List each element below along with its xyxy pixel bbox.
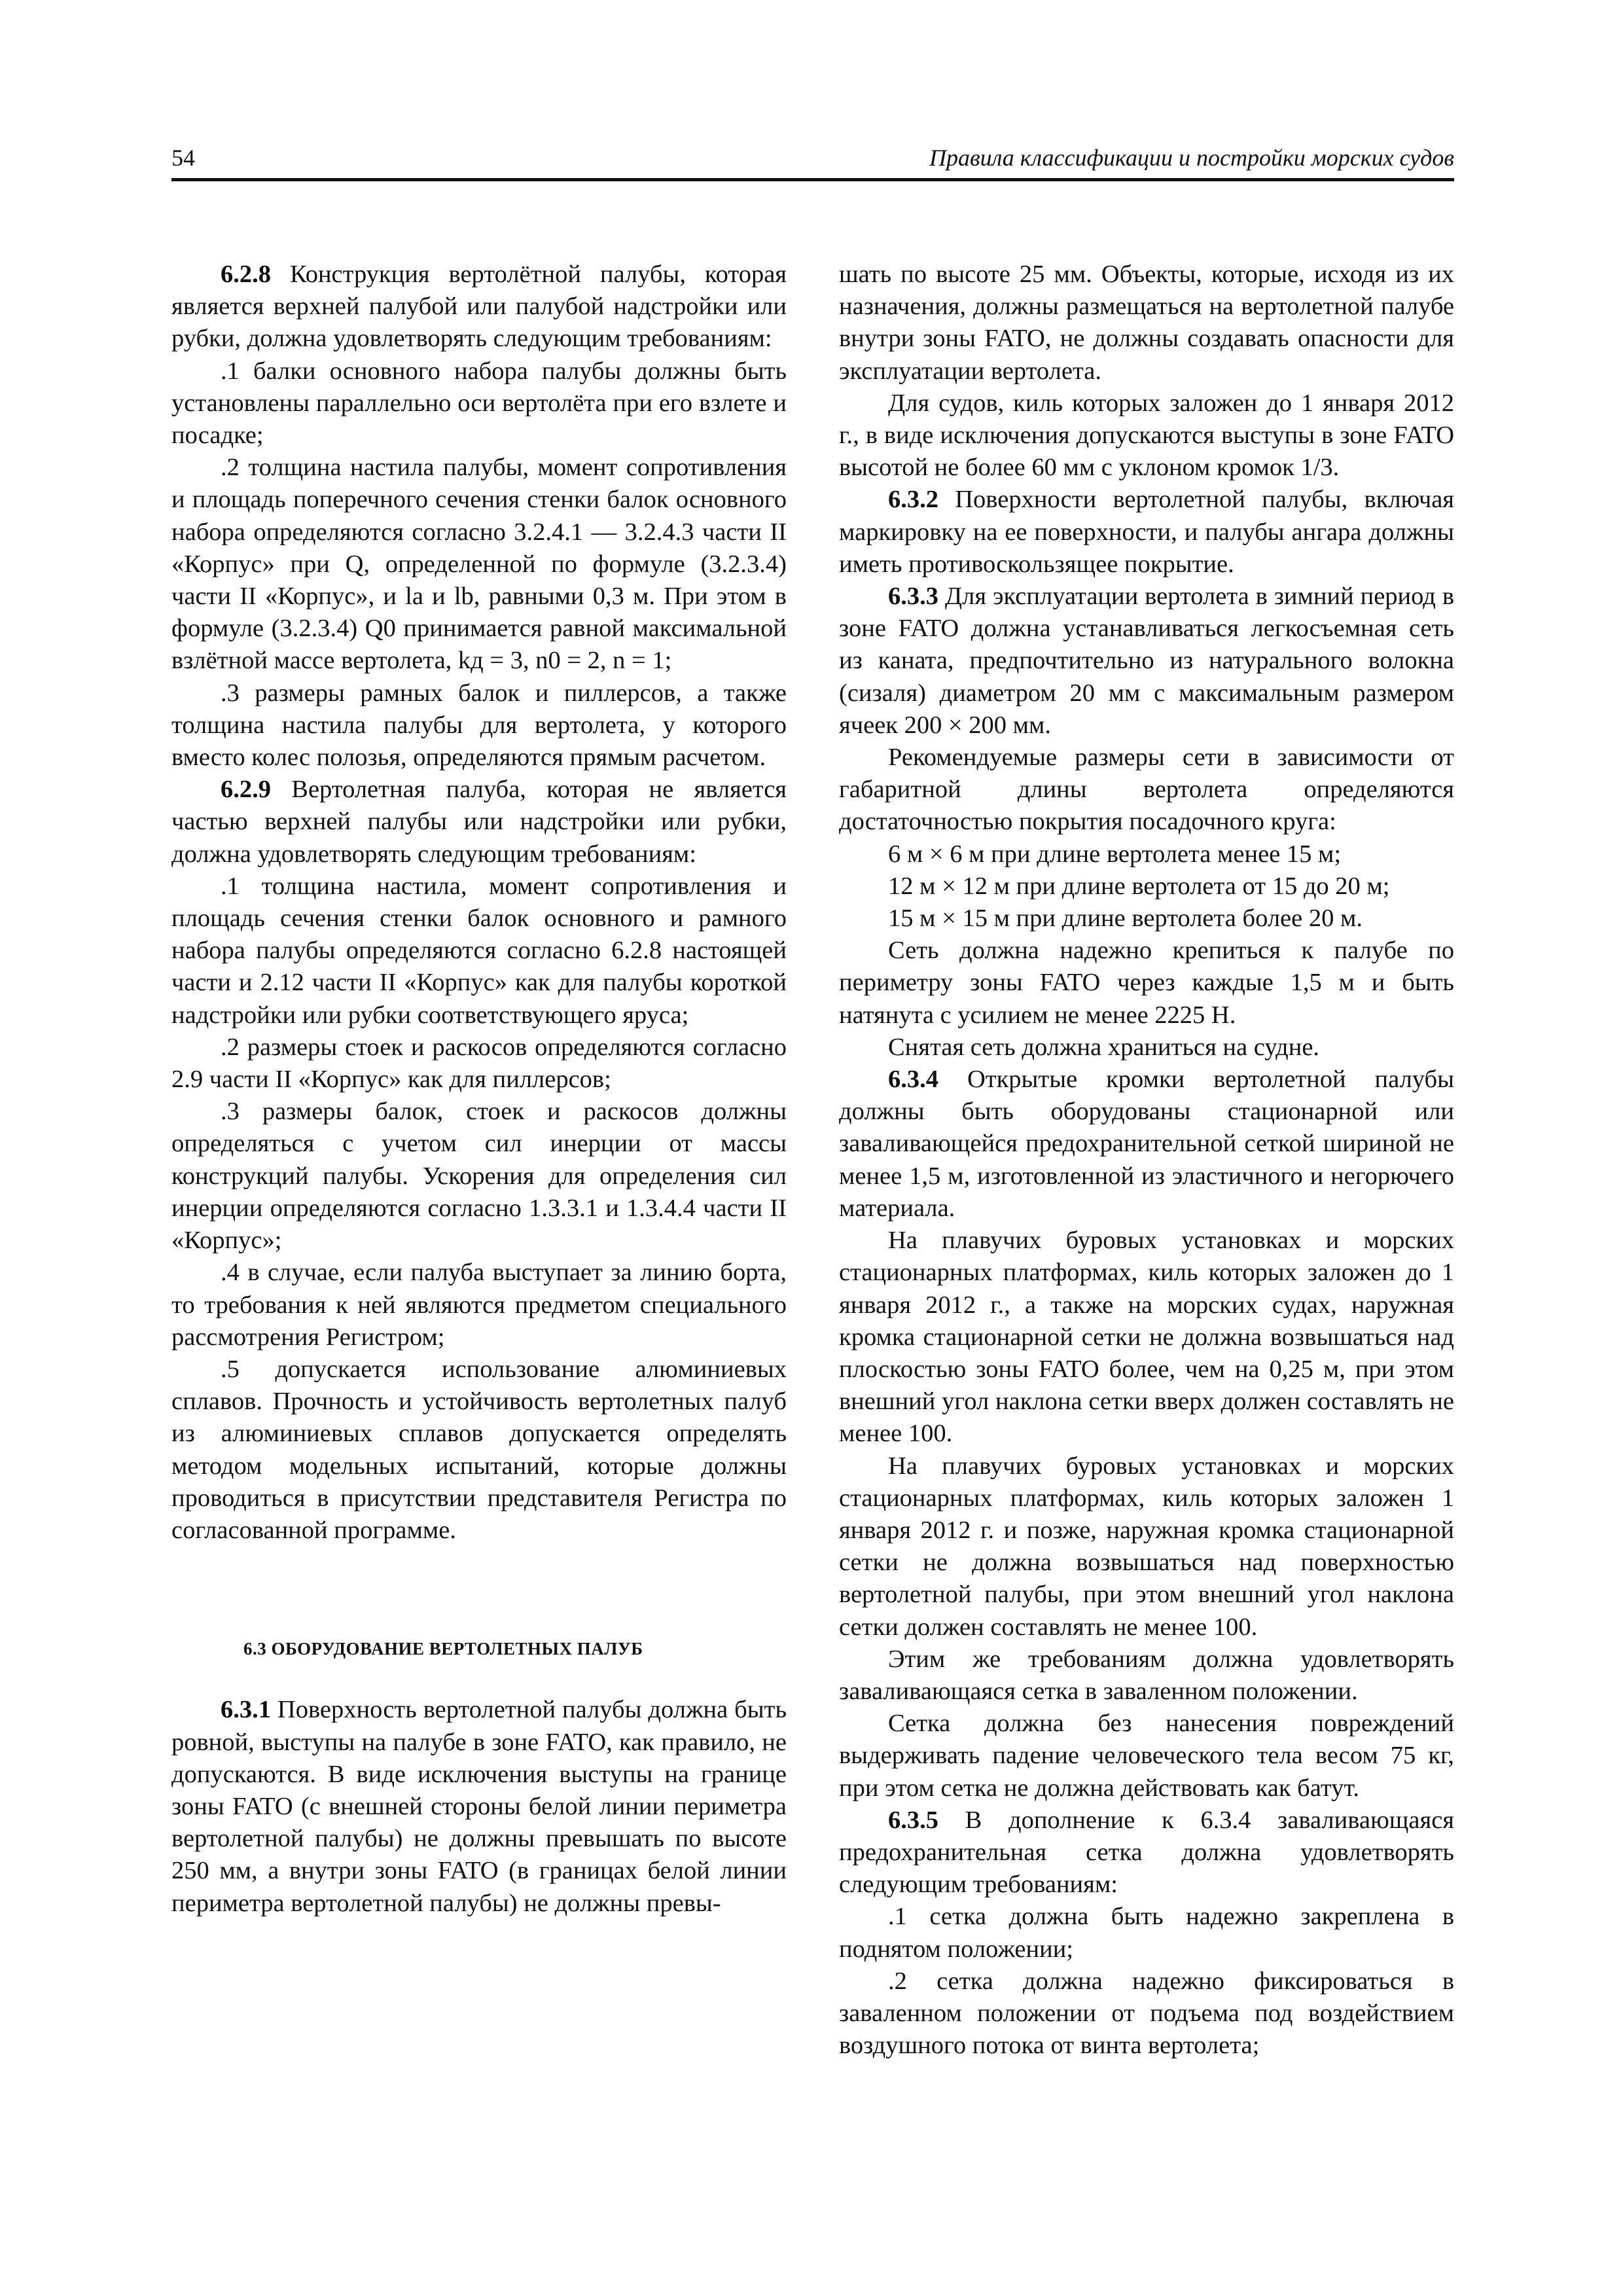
paragraph-text: .2 размеры стоек и раскосов определяются согласно 2.9 части II «Корпус» как для пиллерсов; [171,1033,787,1094]
paragraph-text: 6 м × 6 м при длине вертолета менее 15 м; [888,840,1342,868]
clause-number: 6.2.8 [221,260,271,288]
paragraph-text: .1 толщина настила, момент сопротивления и площадь сечения стенки балок основного и рамного набора палубы определяются согласно 6.2.8 настоящей части и 2.12 части II «Корпус» как для палубы короткой надстройки или рубки соответствующего яруса; [171,872,787,1029]
paragraph-text: Снятая сеть должна храниться на судне. [888,1033,1320,1061]
paragraph-text: .2 толщина настила палубы, момент сопротивления и площадь поперечного сечения стенки балок основного набора определяются согласно 3.2.4.1 — 3.2.4.3 части II «Корпус» при Q, определенной по формуле (3.2.3.4) части II «Корпус», и la и lb, равными 0,3 м. При этом в формуле (3.2.3.4) Q0 принимается равной максимальной взлётной массе вертолета, kд = 3, n0 = 2, n = 1; [171,454,787,675]
page-header [171,144,1454,181]
paragraph [839,1643,1454,1708]
paragraph [171,1694,787,1919]
paragraph [171,1257,787,1354]
paragraph-text: 12 м × 12 м при длине вертолета от 15 до 20 м; [888,872,1390,900]
header-rule [171,178,1454,181]
paragraph-text: Рекомендуемые размеры сети в зависимости от габаритной длины вертолета определяются достаточностью покрытия посадочного круга: [839,744,1454,836]
paragraph-text: На плавучих буровых установках и морских стационарных платформах, киль которых заложен до 1 января 2012 г., а также на морских судах, наружная кромка стационарной сетки не должна возвышаться над плоскостью зоны FATO более, чем на 0,25 м, при этом внешний угол наклона сетки вверх должен составлять не менее 100. [839,1227,1454,1448]
clause-number: 6.3.4 [888,1066,938,1094]
clause-number: 6.2.9 [221,776,271,804]
paragraph [839,1901,1454,1965]
paragraph [839,259,1454,387]
paragraph-text: Конструкция вертолётной палубы, которая является верхней палубой или палубой надстройки или рубки, должна удовлетворять следующим требованиям: [171,260,787,353]
paragraph-text: .5 допускается использование алюминиевых сплавов. Прочность и устойчивость вертолетных палуб из алюминиевых сплавов допускается определять методом модельных испытаний, которые должны проводиться в присутствии представителя Регистра по согласованной программе. [171,1355,787,1544]
paragraph [839,387,1454,484]
paragraph-text: Для эксплуатации вертолета в зимний период в зоне FATO должна устанавливаться легкосъемная сеть из каната, предпочтительно из натурального волокна (сизаля) диаметром 20 мм с максимальным размером ячеек 200 × 200 мм. [839,583,1454,739]
paragraph-text: .1 балки основного набора палубы должны быть установлены параллельно оси вертолёта при его взлете и посадке; [171,357,787,450]
paragraph-text: Вертолетная палуба, которая не является частью верхней палубы или надстройки или рубки, должна удовлетворять следующим требованиям: [171,776,787,868]
paragraph [839,1031,1454,1064]
right-column [839,259,1454,2062]
paragraph [839,484,1454,581]
paragraph [839,838,1454,870]
paragraph [171,1096,787,1257]
paragraph [839,1064,1454,1225]
clause-number: 6.3.2 [888,486,938,514]
paragraph [171,870,787,1031]
paragraph [839,935,1454,1031]
paragraph-text: .3 размеры рамных балок и пиллерсов, а также толщина настила палубы для вертолета, у которого вместо колес полозья, определяются прямым расчетом. [171,679,787,772]
paragraph-text: Сетка должна без нанесения повреждений выдерживать падение человеческого тела весом 75 кг, при этом сетка не должна действовать как батут. [839,1710,1454,1802]
paragraph [839,1225,1454,1450]
paragraph [171,355,787,452]
paragraph [171,1354,787,1547]
paragraph-text: Для судов, киль которых заложен до 1 января 2012 г., в виде исключения допускаются выступы в зоне FATO высотой не более 60 мм с уклоном кромок 1/3. [839,389,1454,482]
paragraph-text: 15 м × 15 м при длине вертолета более 20 м. [888,905,1363,933]
paragraph-text: В дополнение к 6.3.4 заваливающаяся предохранительная сетка должна удовлетворять следующим требованиям: [839,1806,1454,1899]
paragraph [171,1031,787,1096]
clause-number: 6.3.3 [888,583,938,611]
paragraph [839,1708,1454,1804]
clause-number: 6.3.1 [221,1696,271,1724]
paragraph-text: На плавучих буровых установках и морских стационарных платформах, киль которых заложен 1 января 2012 г. и позже, наружная кромка стационарной сетки не должна возвышаться над поверхностью вертолетной палубы, при этом внешний угол наклона сетки должен составлять не менее 100. [839,1452,1454,1641]
page-number: 54 [171,145,195,171]
paragraph [839,1965,1454,2062]
paragraph-text: шать по высоте 25 мм. Объекты, которые, исходя из их назначения, должны размещаться на вертолетной палубе внутри зоны FATO, не должны создавать опасности для эксплуатации вертолета. [839,260,1454,385]
paragraph [171,452,787,677]
paragraph [839,581,1454,742]
left-column [171,259,787,1920]
clause-number: 6.3.5 [888,1806,938,1834]
paragraph [839,742,1454,838]
paragraph-text: .2 сетка должна надежно фиксироваться в заваленном положении от подъема под воздействием воздушного потока от винта вертолета; [839,1967,1454,2060]
paragraph [171,774,787,870]
section-heading: 6.3 ОБОРУДОВАНИЕ ВЕРТОЛЕТНЫХ ПАЛУБ [243,1639,643,1659]
paragraph [839,1450,1454,1643]
paragraph [839,1804,1454,1901]
paragraph-text: .4 в случае, если палуба выступает за линию борта, то требования к ней являются предметом специального рассмотрения Регистром; [171,1259,787,1351]
paragraph [171,677,787,774]
paragraph-text: Поверхность вертолетной палубы должна быть ровной, выступы на палубе в зоне FATO, как правило, не допускаются. В виде исключения выступы на границе зоны FATO (с внешней стороны белой линии периметра вертолетной палубы) не должны превышать по высоте 250 мм, а внутри зоны FATO (в границах белой линии периметра вертолетной палубы) не должны превы- [171,1696,787,1917]
running-title: Правила классификации и постройки морских судов [929,145,1454,171]
paragraph-text: .1 сетка должна быть надежно закреплена в поднятом положении; [839,1903,1454,1963]
paragraph-text: Открытые кромки вертолетной палубы должны быть оборудованы стационарной или заваливающейся предохранительной сеткой шириной не менее 1,5 м, изготовленной из эластичного и негорючего материала. [839,1066,1454,1222]
paragraph-text: Этим же требованиям должна удовлетворять заваливающаяся сетка в заваленном положении. [839,1645,1454,1705]
paragraph-text: Сеть должна надежно крепиться к палубе по периметру зоны FATO через каждые 1,5 м и быть натянута с усилием не менее 2225 Н. [839,937,1454,1029]
paragraph-text: .3 размеры балок, стоек и раскосов должны определяться с учетом сил инерции от массы конструкций палубы. Ускорения для определения сил инерции определяются согласно 1.3.3.1 и 1.3.4.4 части II «Корпус»; [171,1098,787,1255]
paragraph [171,259,787,355]
paragraph-text: Поверхности вертолетной палубы, включая маркировку на ее поверхности, и палубы ангара должны иметь противоскользящее покрытие. [839,486,1454,578]
paragraph [839,903,1454,935]
paragraph [839,870,1454,903]
